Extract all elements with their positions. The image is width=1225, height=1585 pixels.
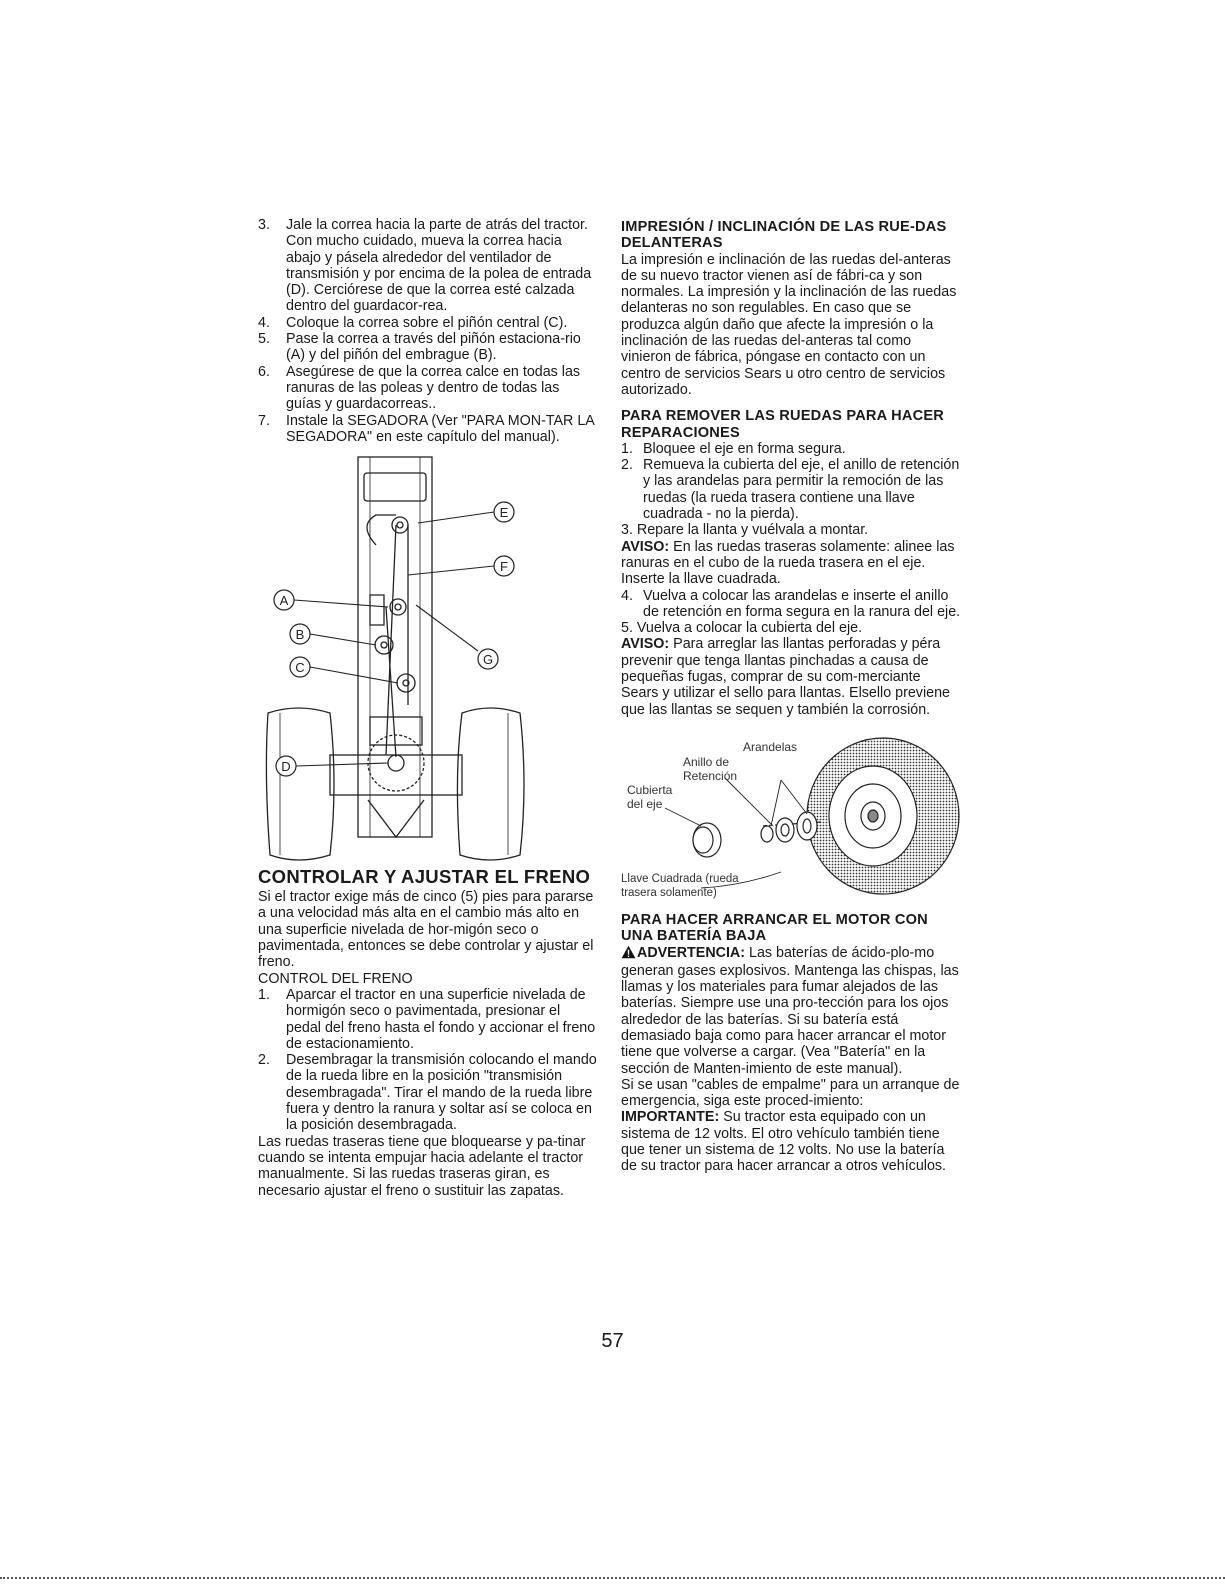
list-item <box>621 457 961 522</box>
label-e: E <box>499 505 509 521</box>
aviso-1-label: AVISO: <box>621 538 670 555</box>
label-f: F <box>500 559 508 575</box>
list-item <box>258 1052 598 1133</box>
remove-step-5: 5. Vuelva a colocar la cubierta del eje. <box>621 620 863 637</box>
list-item <box>258 987 598 1052</box>
jumper-cables-text: Si se usan "cables de empalme" para un arranque de emergencia, siga este proced-imiento: <box>621 1076 960 1110</box>
list-item <box>258 364 598 413</box>
list-item-number: 1. <box>621 440 633 457</box>
brake-control-title: CONTROL DEL FRENO <box>258 970 413 987</box>
list-item <box>258 331 598 364</box>
aviso-2 <box>621 636 961 717</box>
list-item-number: 6. <box>258 363 270 380</box>
list-item <box>621 441 961 457</box>
label-cubierta-1: Cubierta <box>627 782 673 797</box>
list-item <box>258 413 598 446</box>
aviso-1 <box>621 539 961 588</box>
label-b: B <box>295 627 305 643</box>
label-cubierta-2: del eje <box>627 796 663 811</box>
important-text: Su tractor esta equipado con un sistema de 12 volts. El otro vehículo también tiene que tener un sistema de 12 volts. No use la batería de su tractor para hacer arrancar a otros vehículos. <box>621 1109 947 1175</box>
battery-heading: PARA HACER ARRANCAR EL MOTOR CON UNA BATERÍA BAJA <box>621 911 928 945</box>
list-item <box>258 217 598 315</box>
right-column <box>621 217 961 1175</box>
warning-text: Las baterías de ácido-plo-mo generan gases explosivos. Mantenga las chispas, las llamas y los materiales para fumar alejados de las baterías. Siempre use una pro-tección para los ojos alrededor de las baterías. Si su batería está demasiado baja como para hacer arrancar el motor tiene que volverse a cargar. (Vea "Batería" en la sección de Manten-imiento de este manual). <box>621 944 959 1077</box>
toe-camber-text: La impresión e inclinación de las ruedas del-anteras de su nuevo tractor vienen así de fábri-ca y son normales. La impresión y la inclinación de las ruedas delanteras no son regulables. En caso que se produzca algún daño que afecte la impresión o la inclinación de las ruedas del-anteras tal como vinieron de fábrica, póngase en contacto con un centro de servicios Sears u otro centro de servicios autorizado. <box>621 251 957 398</box>
list-item-text: Aparcar el tractor en una superficie nivelada de hormigón seco o pavimentada, presionar el pedal del freno hasta el fondo y accionar el freno de estacionamiento. <box>286 986 596 1052</box>
brake-steps <box>258 987 598 1134</box>
warning-triangle-icon <box>621 945 636 963</box>
brake-outro: Las ruedas traseras tiene que bloquearse y pa-tinar cuando se intenta empujar hacia adelante el tractor manualmente. Si las ruedas traseras giran, es necesario ajustar el freno o sustituir las zapatas. <box>258 1133 586 1199</box>
aviso-1-text: En las ruedas traseras solamente: alinee las ranuras en el cubo de la rueda trasera en el eje. Inserte la llave cuadrada. <box>621 538 955 588</box>
label-anillo-2: Retención <box>683 768 738 783</box>
list-item-text: Jale la correa hacia la parte de atrás del tractor. Con mucho cuidado, mueva la correa hacia abajo y pásela alrededor del ventilador de transmisión y por encima de la polea de entrada (D). Cerciórese de que la correa esté calzada dentro del guardacor-rea. <box>286 217 592 315</box>
page-number: 57 <box>601 1330 624 1352</box>
list-item-text: Asegúrese de que la correa calce en todas las ranuras de las poleas y dentro de todas las guías y guardacorreas.. <box>286 363 581 413</box>
list-item-number: 2. <box>621 457 633 474</box>
label-llave-1: Llave Cuadrada (rueda <box>621 872 739 885</box>
list-item-number: 2. <box>258 1052 270 1069</box>
list-item-number: 4. <box>258 314 270 331</box>
wheel-assembly-diagram <box>621 722 961 902</box>
list-item-text: Pase la correa a través del piñón estaciona-rio (A) y del piñón del embrague (B). <box>286 331 581 364</box>
left-column <box>258 217 598 1199</box>
label-anillo-1: Anillo de <box>683 754 730 769</box>
list-item-text: Bloquee el eje en forma segura. <box>643 440 846 457</box>
list-item-number: 4. <box>621 587 633 604</box>
label-arandelas: Arandelas <box>743 739 798 754</box>
warning-label: ADVERTENCIA: <box>637 944 746 961</box>
list-item <box>621 588 961 621</box>
remove-wheels-heading: PARA REMOVER LAS RUEDAS PARA HACER REPARACIONES <box>621 408 945 441</box>
scan-edge-line <box>0 1577 1225 1579</box>
remove-wheels-steps-a <box>621 441 961 522</box>
aviso-2-label: AVISO: <box>621 636 670 653</box>
brake-heading: CONTROLAR Y AJUSTAR EL FRENO <box>258 866 591 888</box>
list-item-number: 3. <box>258 217 270 233</box>
belt-routing-diagram <box>258 455 558 863</box>
toe-camber-heading: IMPRESIÓN / INCLINACIÓN DE LAS RUE-DAS DELANTERAS <box>621 219 947 252</box>
list-item-number: 7. <box>258 412 270 429</box>
belt-install-steps <box>258 217 598 445</box>
remove-wheels-steps-b <box>621 588 961 621</box>
list-item-text: Coloque la correa sobre el piñón central (C). <box>286 314 568 331</box>
aviso-2-text: Para arreglar las llantas perforadas y péra prevenir que tenga llantas pinchadas a causa de pequeñas fugas, comprar de su com-merciante Sears y utilizar el sello para llantas. Elsello previene que las llantas se sequen y también la corrosión. <box>621 636 950 718</box>
warning-paragraph <box>621 945 961 1077</box>
list-item-number: 5. <box>258 331 270 348</box>
label-llave-2: trasera solamente) <box>621 886 717 899</box>
list-item-text: Vuelva a colocar las arandelas e inserte el anillo de retención en forma segura en la ranura del eje. <box>643 587 961 620</box>
important-paragraph <box>621 1109 961 1174</box>
list-item-text: Desembragar la transmisión colocando el mando de la rueda libre en la posición "transmisión desembragada". Tirar el mando de la rueda libre fuera y dentro la ranura y soltar así se coloca en la posición desembragada. <box>286 1052 597 1134</box>
list-item-number: 1. <box>258 986 270 1003</box>
important-label: IMPORTANTE: <box>621 1109 720 1126</box>
list-item <box>258 315 598 331</box>
label-g: G <box>482 652 494 668</box>
label-a: A <box>279 593 289 609</box>
list-item-text: Remueva la cubierta del eje, el anillo de retención y las arandelas para permitir la remoción de las ruedas (la rueda trasera contiene una llave cuadrada - no la pierda). <box>643 457 960 523</box>
label-c: C <box>295 660 305 676</box>
brake-intro: Si el tractor exige más de cinco (5) pies para pararse a una velocidad más alta en el cambio más alto en una superficie nivelada de hor-migón seco o pavimentada, entonces se debe controlar y ajustar el freno. <box>258 889 594 971</box>
label-d: D <box>281 759 291 775</box>
remove-step-3: 3. Repare la llanta y vuélvala a montar. <box>621 522 869 539</box>
list-item-text: Instale la SEGADORA (Ver "PARA MON-TAR LA SEGADORA" en este capítulo del manual). <box>286 412 595 445</box>
